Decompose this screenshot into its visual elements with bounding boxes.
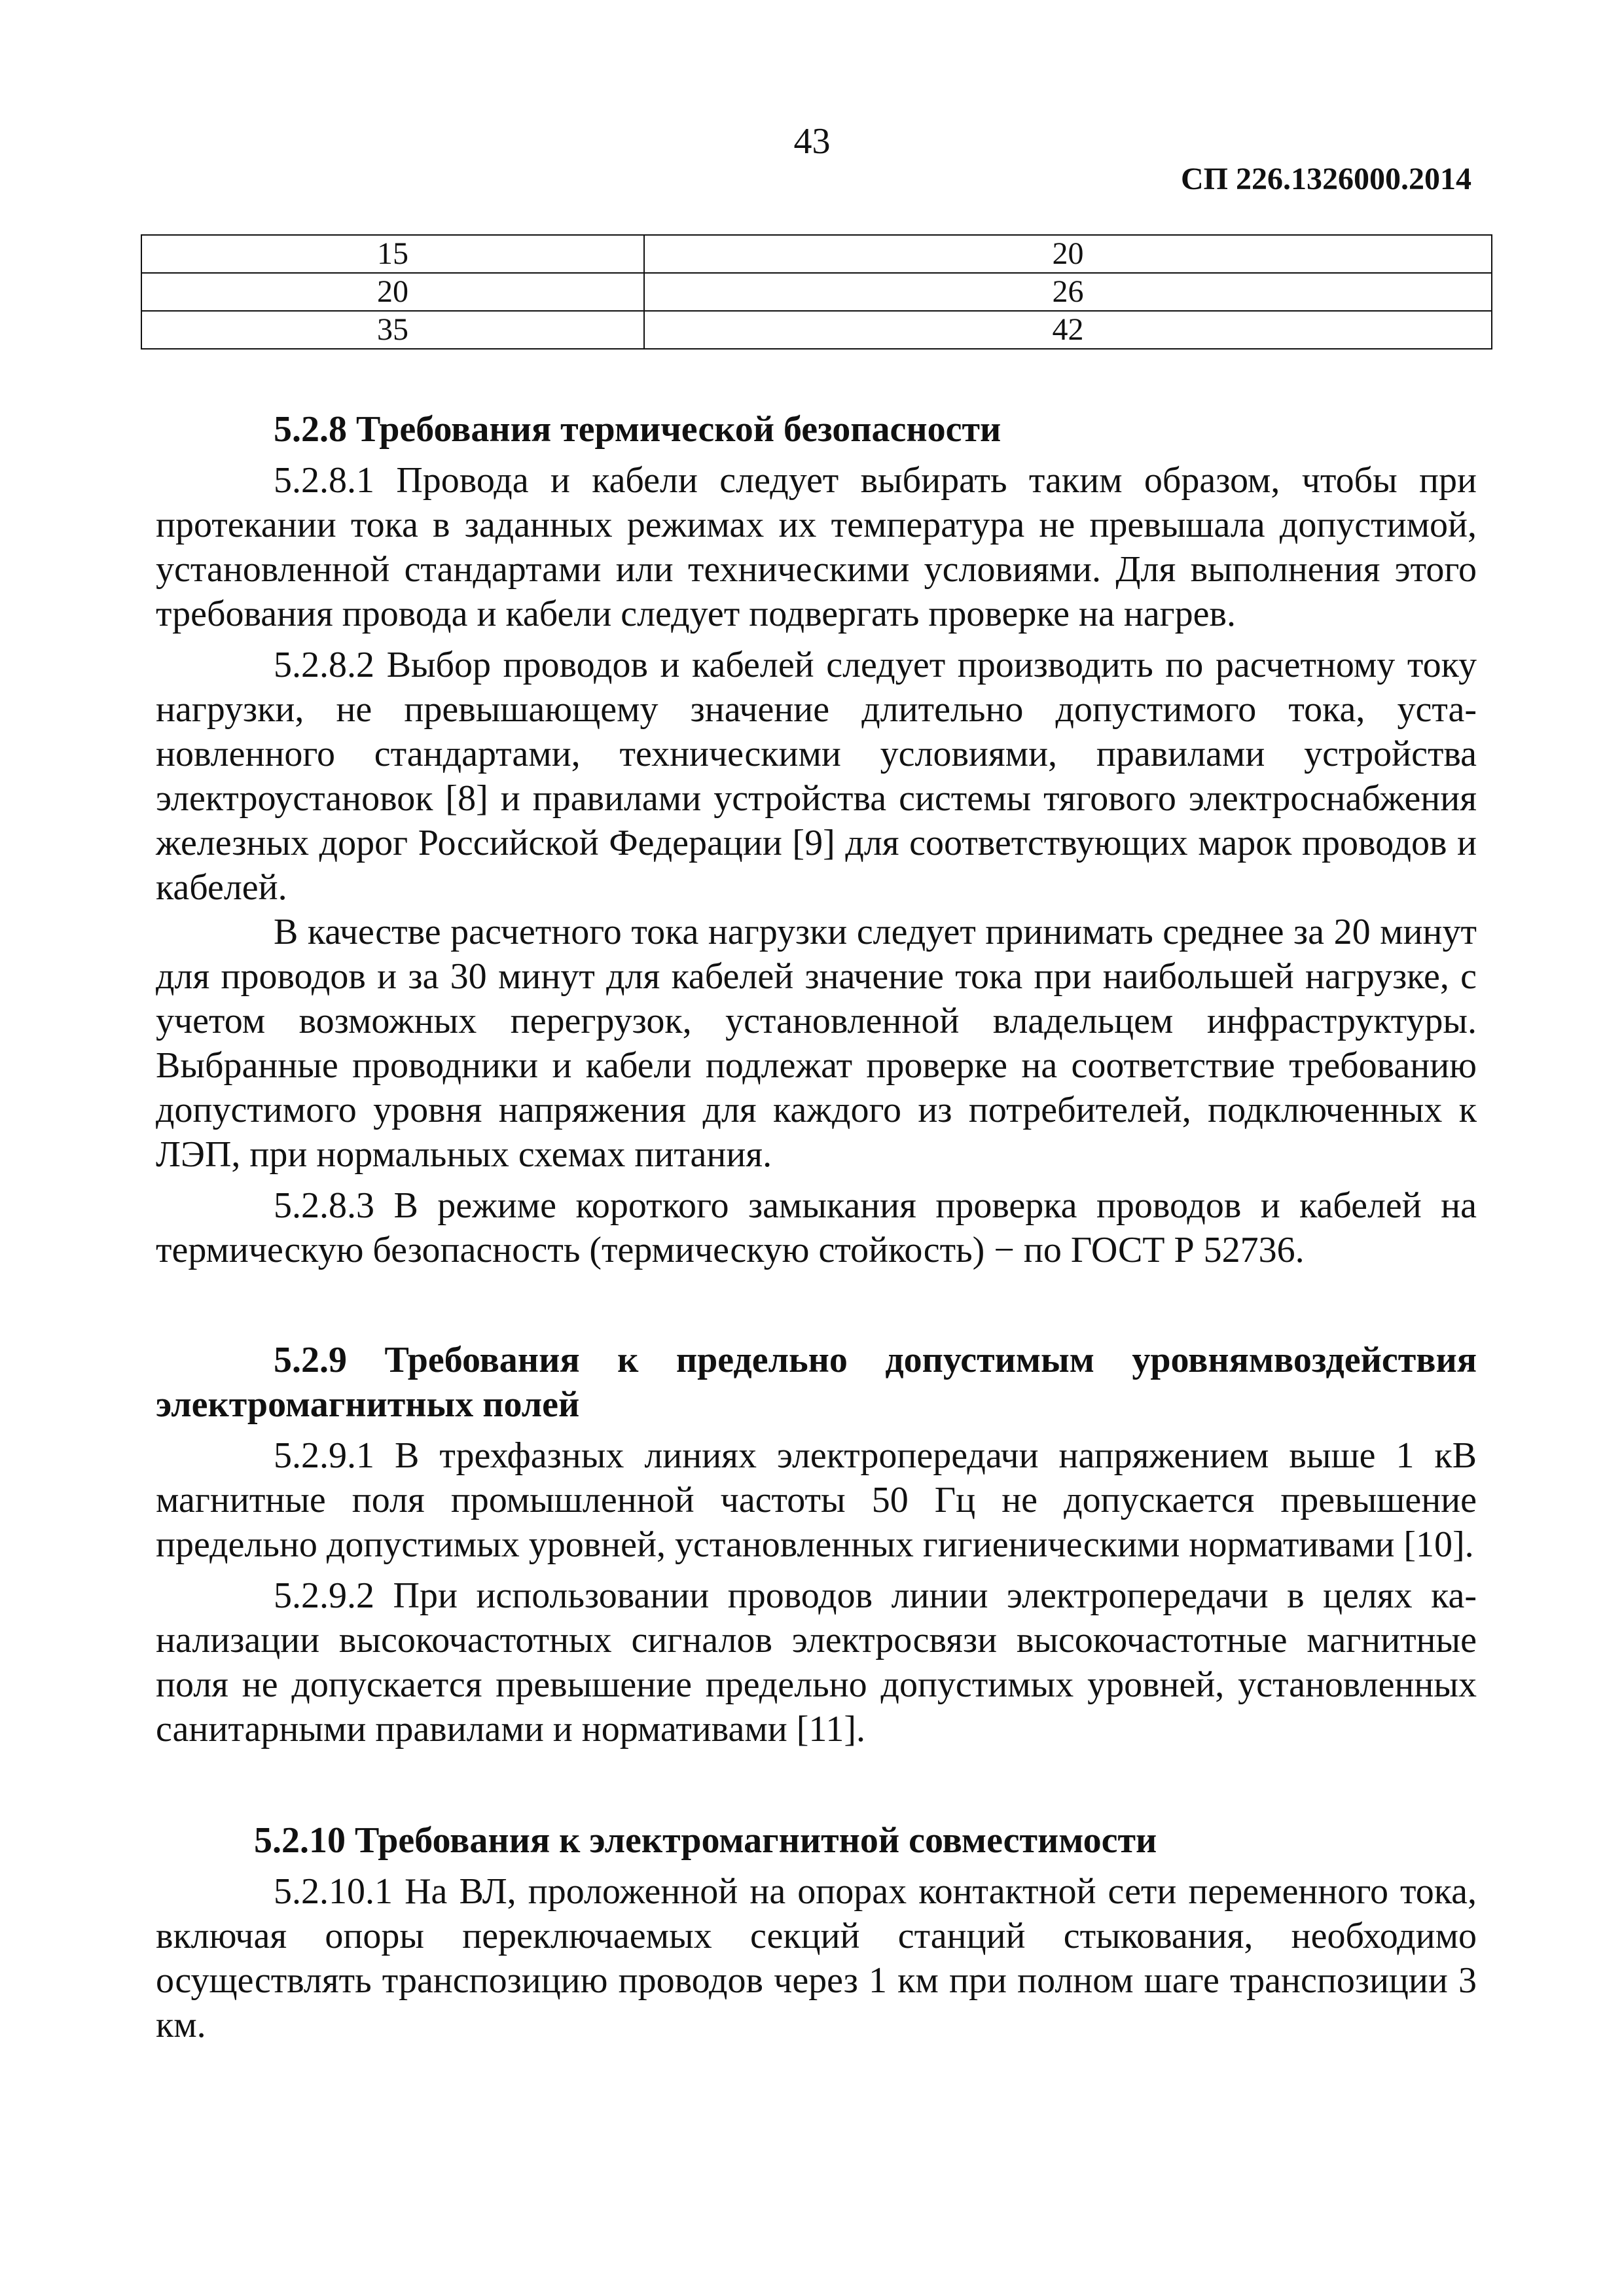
- paragraph-5-2-9-1: 5.2.9.1 В трехфазных линиях электропередачи напряжением выше 1 кВ магнитные поля промышленной частоты 50 Гц не допускается превышение предельно допустимых уровней, установленных гигиеническими нормативами [10].: [156, 1435, 1477, 1565]
- section-heading-5-2-9: 5.2.9 Требования к предельно допустимым уровнямвоздействия электромагнитных полей: [156, 1340, 1477, 1425]
- document-code: СП 226.1326000.2014: [1181, 162, 1471, 196]
- section-heading-5-2-10: 5.2.10 Требования к электромагнитной совместимости: [254, 1820, 1157, 1861]
- table-cell: 20: [141, 273, 644, 311]
- table-cell: 42: [644, 311, 1492, 349]
- table-cell: 15: [141, 235, 644, 273]
- values-table: [141, 234, 1492, 350]
- paragraph-5-2-8-1: 5.2.8.1 Провода и кабели следует выбирать таким образом, чтобы при протекании тока в заданных режимах их температура не превышала допустимой, установленной стандартами или техническими условиями. Для выполнения этого требования провода и кабели следует подвергать проверке на нагрев.: [156, 460, 1477, 634]
- document-body: [156, 407, 1477, 2047]
- table-row: [141, 311, 1492, 349]
- section-heading-5-2-8: 5.2.8 Требования термической безопасности: [274, 409, 1001, 450]
- table-cell: 20: [644, 235, 1492, 273]
- table-row: [141, 273, 1492, 311]
- table-cell: 35: [141, 311, 644, 349]
- paragraph-5-2-8-2: 5.2.8.2 Выбор проводов и кабелей следует производить по расчетному току нагрузки, не превышающему значение длительно допустимого тока, установленного стандартами, техническими условиями, правилами устройства электроустановок [8] и правилами устройства системы тягового электроснабжения железных дорог Российской Федерации [9] для соответствующих марок проводов и кабелей.: [156, 645, 1477, 908]
- paragraph-5-2-8-3: 5.2.8.3 В режиме короткого замыкания проверка проводов и кабелей на термическую безопасность (термическую стойкость) − по ГОСТ Р 52736.: [156, 1185, 1477, 1270]
- page-number: 43: [793, 121, 831, 162]
- paragraph-5-2-9-2: 5.2.9.2 При использовании проводов линии электропередачи в целях канализации высокочастотных сигналов электросвязи высокочастотные магнитные поля не допускается превышение предельно допустимых уровней, установленных санитарными правилами и нормативами [11].: [156, 1575, 1477, 1749]
- table-row: [141, 235, 1492, 273]
- paragraph-rated-current: В качестве расчетного тока нагрузки следует принимать среднее за 20 минут для проводов и за 30 минут для кабелей значение тока при наибольшей нагрузке, с учетом возможных перегрузок, установленной владельцем инфраструктуры. Выбранные проводники и кабели подлежат проверке на соответствие требованию допустимого уровня напряжения для каждого из потребителей, подключенных к ЛЭП, при нормальных схемах питания.: [156, 912, 1477, 1175]
- paragraph-5-2-10-1: 5.2.10.1 На ВЛ, проложенной на опорах контактной сети переменного тока, включая опоры переключаемых секций станций стыкования, необходимо осуществлять транспозицию проводов через 1 км при полном шаге транспозиции 3 км.: [156, 1871, 1477, 2045]
- table-cell: 26: [644, 273, 1492, 311]
